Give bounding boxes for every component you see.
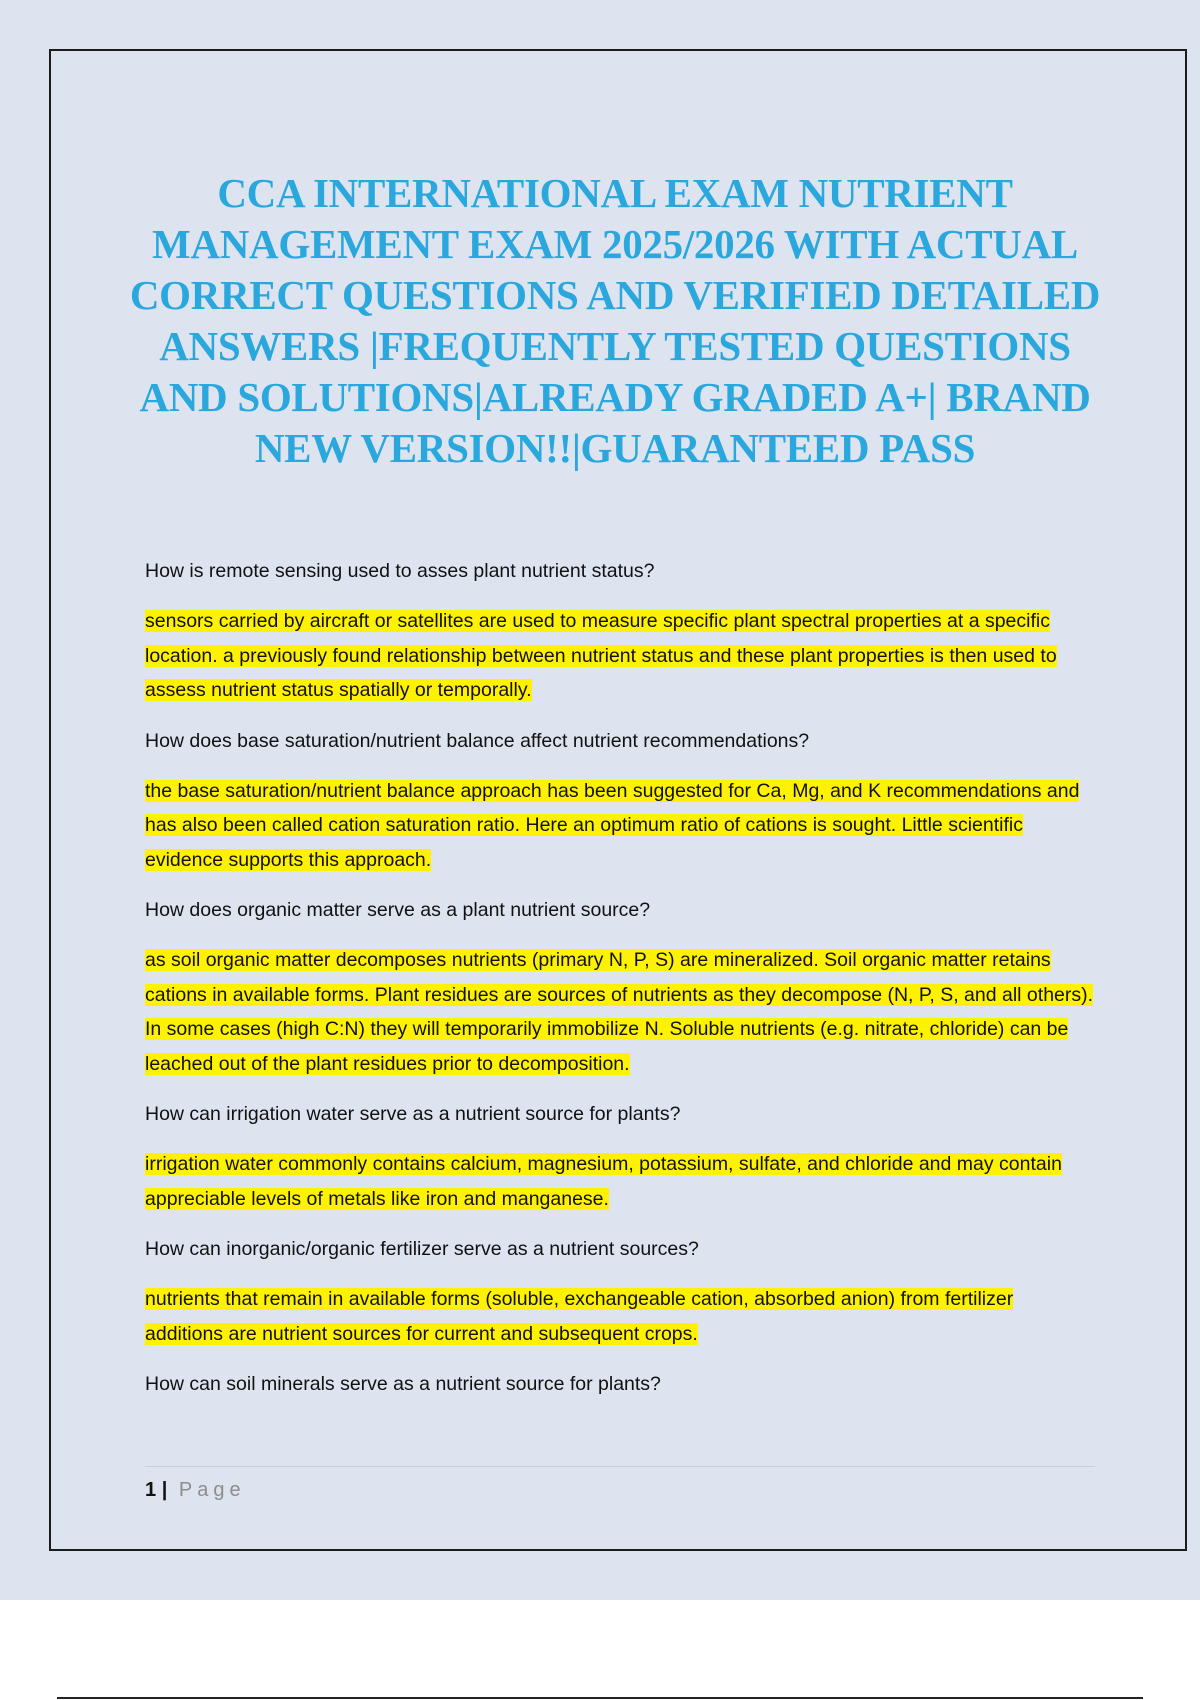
page-number: 1 xyxy=(145,1479,157,1501)
answer-2-highlight: the base saturation/nutrient balance approach has been suggested for Ca, Mg, and K recommendations and has also been called cation saturation ratio. Here an optimum ratio of cations is sought. Little scientific evidence supports this approach. xyxy=(145,779,1080,871)
answer-2 xyxy=(145,774,1095,878)
question-2: How does base saturation/nutrient balance affect nutrient recommendations? xyxy=(145,729,810,752)
answer-4 xyxy=(145,1147,1095,1216)
qa-list xyxy=(145,554,1095,1417)
document-title: CCA INTERNATIONAL EXAM NUTRIENT MANAGEMENT EXAM 2025/2026 WITH ACTUAL CORRECT QUESTIONS AND VERIFIED DETAILED ANSWERS |FREQUENTLY TESTED QUESTIONS AND SOLUTIONS|ALREADY GRADED A+| BRAND NEW VERSION!!|GUARANTEED PASS xyxy=(129,170,1101,471)
question-5: How can inorganic/organic fertilizer serve as a nutrient sources? xyxy=(145,1238,699,1260)
question-3: How does organic matter serve as a plant nutrient source? xyxy=(145,899,651,921)
answer-3-highlight: as soil organic matter decomposes nutrients (primary N, P, S) are mineralized. Soil organic matter retains cations in available forms. Plant residues are sources of nutrients as they decompose (N, P, S, and all others). In some cases (high C:N) they will temporarily immobilize N. Soluble nutrients (e.g. nitrate, chloride) can be leached out of the plant residues prior to decomposition. xyxy=(145,949,1094,1075)
page-label: Page xyxy=(178,1479,246,1501)
answer-5-highlight: nutrients that remain in available forms (soluble, exchangeable cation, absorbed anion) from fertilizer additions are nutrient sources for current and subsequent crops. xyxy=(145,1288,1014,1345)
question-6: How can soil minerals serve as a nutrient source for plants? xyxy=(145,1373,661,1395)
answer-4-highlight: irrigation water commonly contains calcium, magnesium, potassium, sulfate, and chloride and may contain appreciable levels of metals like iron and manganese. xyxy=(145,1153,1062,1210)
answer-1-highlight: sensors carried by aircraft or satellites are used to measure specific plant spectral properties at a specific location. a previously found relationship between nutrient status and these plant properties is then used to assess nutrient status spatially or temporally. xyxy=(145,610,1057,701)
question-4: How can irrigation water serve as a nutrient source for plants? xyxy=(145,1103,681,1125)
question-1: How is remote sensing used to asses plant nutrient status? xyxy=(145,560,655,582)
bottom-divider xyxy=(57,1697,1143,1699)
answer-3 xyxy=(145,943,1095,1081)
footer-separator: | xyxy=(161,1479,168,1501)
answer-1 xyxy=(145,604,1095,708)
answer-5 xyxy=(145,1282,1095,1351)
page-footer xyxy=(145,1466,1095,1502)
